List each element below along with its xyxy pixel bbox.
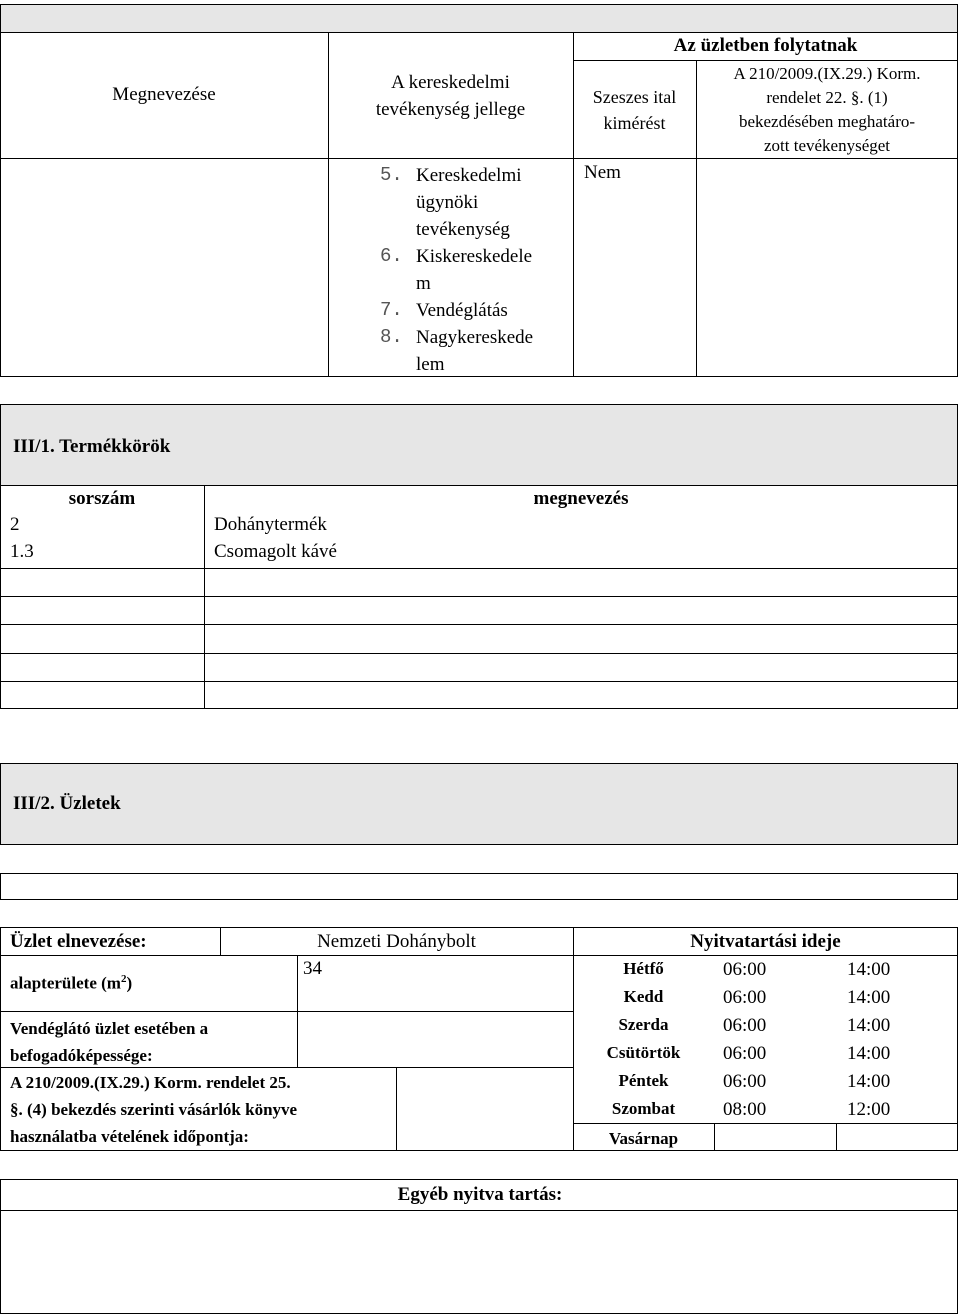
open-time: 08:00 <box>723 1099 767 1120</box>
area-value: 34 <box>303 958 322 979</box>
hours-row <box>573 1125 958 1153</box>
open-time: 06:00 <box>723 959 767 980</box>
list-item: 8. Nagykereskede lem <box>380 326 534 375</box>
list-item: 6. Kiskereskedele m <box>380 245 533 294</box>
hours-header: Nyitvatartási ideje <box>690 931 841 952</box>
close-time: 14:00 <box>847 1043 891 1064</box>
section-termek-title: III/1. Termékkörök <box>13 436 171 457</box>
open-time: 06:00 <box>723 987 767 1008</box>
list-item: 7. Vendéglátás <box>380 299 508 321</box>
section-uzletek-title: III/2. Üzletek <box>13 793 121 814</box>
day-label: Csütörtök <box>606 1043 681 1062</box>
day-label: Vasárnap <box>608 1129 679 1148</box>
hours-row <box>573 1041 958 1069</box>
open-time: 06:00 <box>723 1043 767 1064</box>
szeszes-value: Nem <box>584 162 621 183</box>
close-time: 14:00 <box>847 1071 891 1092</box>
sorszam-cell: 1.3 <box>10 541 34 562</box>
hours-row <box>573 1069 958 1097</box>
top-strip <box>0 4 958 33</box>
day-label: Kedd <box>623 987 664 1006</box>
table-row <box>0 514 958 541</box>
close-time: 12:00 <box>847 1099 891 1120</box>
day-label: Péntek <box>618 1071 669 1090</box>
open-time: 06:00 <box>723 1071 767 1092</box>
col-megnevezes-header: megnevezés <box>533 488 629 509</box>
table-row <box>0 541 958 568</box>
other-hours-label: Egyéb nyitva tartás: <box>397 1184 563 1205</box>
col-megnevezese-header: Megnevezése <box>112 84 216 105</box>
other-hours-header <box>0 1179 958 1211</box>
blank-row <box>0 873 958 900</box>
area-label: alapterülete $(m^2)$ <box>10 973 133 993</box>
col-sorszam-header: sorszám <box>68 488 136 509</box>
hours-row <box>573 1097 958 1125</box>
open-time: 06:00 <box>723 1015 767 1036</box>
megnevezes-cell: Csomagolt kávé <box>214 541 337 562</box>
group-header: Az üzletben folytatnak <box>673 35 858 56</box>
col-szeszes-header: Szeszes ital kimérést <box>592 87 677 133</box>
hours-list <box>573 957 958 1153</box>
col-rendelet-header: A 210/2009.(IX.29.) Korm. rendelet 22. §. (1) bekezdésében meghatáro- zott tevékenységet <box>733 64 921 155</box>
capacity-label: Vendéglátó üzlet esetében a befogadóképessége: <box>10 1019 209 1065</box>
shop-name-value: Nemzeti Dohánybolt <box>317 931 476 952</box>
hours-row <box>573 985 958 1013</box>
close-time: 14:00 <box>847 1015 891 1036</box>
section-termek-header <box>0 404 958 486</box>
section-uzletek-header <box>0 763 958 845</box>
list-item: 5. Kereskedelmi ügynöki tevékenység <box>380 164 522 240</box>
col-jellege-header: A kereskedelmi tevékenység jellege <box>375 72 526 120</box>
day-label: Hétfő <box>623 959 664 978</box>
sorszam-cell: 2 <box>10 514 20 535</box>
shop-name-label: Üzlet elnevezése: <box>10 931 147 952</box>
close-time: 14:00 <box>847 987 891 1008</box>
close-time: 14:00 <box>847 959 891 980</box>
megnevezes-cell: Dohánytermék <box>214 514 327 535</box>
hours-row <box>573 1013 958 1041</box>
day-label: Szombat <box>611 1099 676 1118</box>
register-label: A 210/2009.(IX.29.) Korm. rendelet 25. §. (4) bekezdés szerinti vásárlók könyve használatba vételének időpontja: <box>10 1073 298 1146</box>
activity-list <box>380 162 570 378</box>
day-label: Szerda <box>618 1015 669 1034</box>
hours-row <box>573 957 958 985</box>
other-hours-box <box>0 1210 958 1314</box>
